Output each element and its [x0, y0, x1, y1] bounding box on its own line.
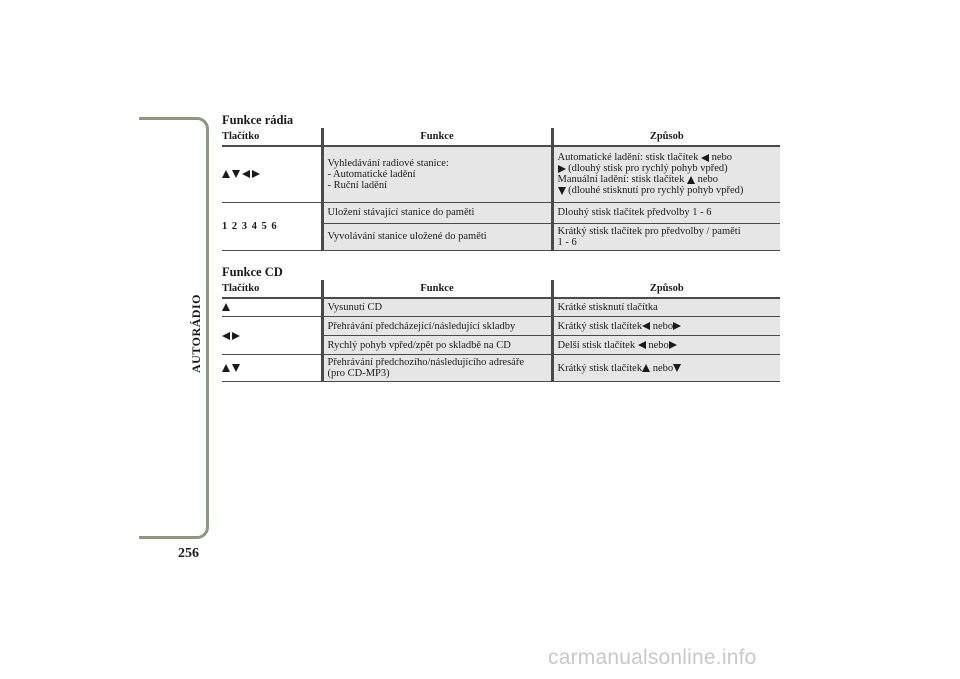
key-left-right	[222, 317, 322, 355]
method-cell	[552, 336, 780, 355]
method-line	[558, 163, 777, 174]
table-header-row	[222, 280, 780, 298]
triangle-down-icon	[673, 364, 681, 372]
method-cell	[552, 317, 780, 336]
method-line	[558, 185, 777, 196]
triangle-left-icon	[642, 322, 650, 330]
chapter-label	[185, 293, 207, 373]
triangle-down-icon	[232, 170, 240, 178]
eject-icon	[222, 303, 230, 311]
table-row	[222, 146, 780, 202]
function-line: Vyhledávání radiové stanice:	[327, 157, 449, 169]
triangle-right-icon	[252, 170, 260, 178]
method-cell: Krátké stisknutí tlačítka	[552, 298, 780, 317]
method-text: nebo	[648, 339, 669, 351]
method-line: Krátký stisk tlačítek pro předvolby / paměti	[557, 225, 741, 237]
key-eject	[222, 298, 322, 317]
function-cell: Vyvolávání stanice uložené do paměti	[322, 223, 552, 250]
method-line	[558, 152, 777, 163]
triangle-up-icon	[222, 170, 230, 178]
triangle-left-icon	[701, 154, 709, 162]
method-text: Krátký stisk tlačítek	[557, 362, 643, 374]
triangle-left-icon	[638, 341, 646, 349]
method-text: Automatické ladění: stisk tlačítek	[557, 152, 699, 164]
method-text: (dlouhé stisknutí pro rychlý pohyb vpřed)	[568, 185, 744, 197]
function-cell: Přehrávání předcházející/následující skladby	[322, 317, 552, 336]
cd-section-title: Funkce CD	[222, 264, 283, 279]
key-up-down	[222, 355, 322, 382]
cd-functions-table	[222, 280, 780, 383]
function-cell: Uložení stávající stanice do paměti	[322, 202, 552, 223]
header-button: Tlačítko	[222, 128, 322, 146]
header-function: Funkce	[322, 128, 552, 146]
method-text: Manuální ladění: stisk tlačítek	[557, 174, 685, 186]
triangle-up-icon	[222, 364, 230, 372]
method-line: 1 - 6	[557, 236, 577, 248]
method-text: (dlouhý stisk pro rychlý pohyb vpřed)	[568, 163, 728, 175]
header-method: Způsob	[552, 280, 780, 298]
radio-section-title: Funkce rádia	[222, 113, 294, 127]
radio-functions-table	[222, 128, 780, 251]
method-text: nebo	[697, 174, 719, 186]
chapter-label-text: AUTORÁDIO	[188, 293, 203, 373]
function-line: Přehrávání předchozího/následujícího adresáře	[327, 357, 525, 368]
method-text: Delší stisk tlačítek	[557, 339, 636, 351]
table-row	[222, 317, 780, 336]
header-button: Tlačítko	[222, 280, 322, 298]
triangle-down-icon	[232, 364, 240, 372]
table-row	[222, 355, 780, 382]
table-row	[222, 298, 780, 317]
triangle-right-icon	[558, 165, 566, 173]
method-text: nebo	[652, 362, 674, 374]
method-cell: Dlouhý stisk tlačítek předvolby 1 - 6	[552, 202, 780, 223]
function-line: (pro CD-MP3)	[327, 368, 390, 379]
triangle-left-icon	[222, 332, 230, 340]
method-text: nebo	[652, 320, 674, 332]
triangle-up-icon	[687, 176, 695, 184]
triangle-down-icon	[558, 187, 566, 195]
triangle-right-icon	[669, 341, 677, 349]
function-cell	[322, 146, 552, 202]
method-line	[558, 174, 777, 185]
function-cell: Rychlý pohyb vpřed/zpět po skladbě na CD	[322, 336, 552, 355]
method-text: Krátký stisk tlačítek	[557, 320, 643, 332]
header-method: Způsob	[552, 128, 780, 146]
triangle-right-icon	[673, 322, 681, 330]
header-function: Funkce	[322, 280, 552, 298]
method-cell	[552, 146, 780, 202]
triangle-up-icon	[642, 364, 650, 372]
method-text: nebo	[711, 152, 733, 164]
table-header-row	[222, 128, 780, 146]
triangle-left-icon	[242, 170, 250, 178]
content	[222, 113, 780, 382]
method-cell	[552, 223, 780, 250]
triangle-right-icon	[232, 332, 240, 340]
function-line: - Ruční ladění	[327, 179, 387, 191]
function-line: - Automatické ladění	[327, 168, 416, 180]
key-arrows	[222, 146, 322, 202]
watermark: carmanualsonline.info	[548, 646, 757, 669]
function-cell	[322, 355, 552, 382]
method-cell	[552, 355, 780, 382]
table-row	[222, 202, 780, 223]
key-presets: 1 2 3 4 5 6	[222, 202, 322, 250]
function-cell: Vysunutí CD	[322, 298, 552, 317]
page-number: 256	[178, 546, 199, 561]
